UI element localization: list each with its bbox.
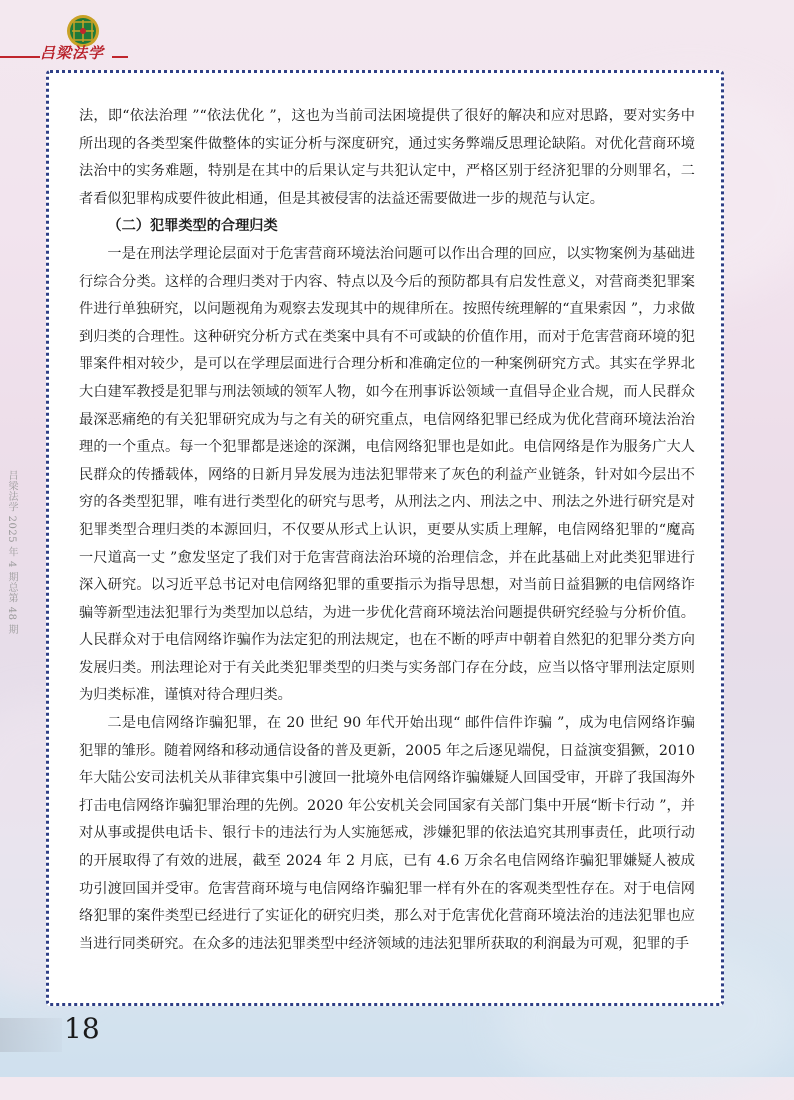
paragraph: 二是电信网络诈骗犯罪，在 20 世纪 90 年代开始出现“ 邮件信件诈骗 ”，成为电信网络诈骗犯罪的雏形。随着网络和移动通信设备的普及更新，2005 年之后逐见端倪，日益演变猖獗，2010 年大陆公安司法机关从菲律宾集中引渡回一批境外电信网络诈骗嫌疑人回国受审，开辟了我国海外打击电信网络诈骗犯罪治理的先例。2020 年公安机关会同国家有关部门集中开展“断卡行动 ”，并对从事或提供电话卡、银行卡的违法行为人实施惩戒，涉嫌犯罪的依法追究其刑事责任，此项行动的开展取得了有效的进展，截至 2024 年 2 月底，已有 4.6 万余名电信网络诈骗犯罪嫌疑人被成功引渡回国并受审。危害营商环境与电信网络诈骗犯罪一样有外在的客观类型性存在。对于电信网络犯罪的案件类型已经进行了实证化的研究归类，那么对于危害优化营商环境法治的违法犯罪也应当进行同类研究。在众多的违法犯罪类型中经济领域的违法犯罪所获取的利润最为可观，犯罪的手	[79, 715, 695, 952]
article-body	[79, 103, 695, 958]
section-heading: （二）犯罪类型的合理归类	[107, 218, 278, 235]
header-rule-right	[112, 56, 128, 58]
journal-brand: 吕梁法学	[40, 44, 105, 62]
paragraph: 法，即“依法治理 ”“依法优化 ”，这也为当前司法困境提供了很好的解决和应对思路，要对实务中所出现的各类型案件做整体的实证分析与深度研究，通过实务弊端反思理论缺陷。对优化营商环境法治中的实务难题，特别是在其中的后果认定与共犯认定中，严格区别于经济犯罪的分则罪名，二者看似犯罪构成要件彼此相通，但是其被侵害的法益还需要做进一步的规范与认定。	[79, 108, 695, 207]
paragraph: 一是在刑法学理论层面对于危害营商环境法治问题可以作出合理的回应，以实物案例为基础进行综合分类。这样的合理归类对于内容、特点以及今后的预防都具有启发性意义，对营商类犯罪案件进行单独研究，以问题视角为观察去发现其中的规律所在。按照传统理解的“直果索因 ”，力求做到归类的合理性。这种研究分析方式在类案中具有不可或缺的价值作用，而对于危害营商环境的犯罪案件相对较少，是可以在学理层面进行合理分析和准确定位的一种案例研究方式。其实在学界北大白建军教授是犯罪与刑法领域的领军人物，如今在刑事诉讼领域一直倡导企业合规，而人民群众最深恶痛绝的有关犯罪研究成为与之有关的研究重点，电信网络犯罪已经成为优化营商环境法治治理的一个重点。每一个犯罪都是迷途的深渊，电信网络犯罪也是如此。电信网络是作为服务广大人民群众的传播载体，网络的日新月异发展为违法犯罪带来了灰色的利益产业链条，针对如今层出不穷的各类型犯罪，唯有进行类型化的研究与思考，从刑法之内、刑法之中、刑法之外进行研究是对犯罪类型合理归类的本源回归，不仅要从形式上认识，更要从实质上理解，电信网络犯罪的“魔高一尺道高一丈 ”愈发坚定了我们对于危害营商法治环境的治理信念，并在此基础上对此类犯罪进行深入研究。以习近平总书记对电信网络犯罪的重要指示为指导思想，对当前日益猖獗的电信网络诈骗等新型违法犯罪行为类型加以总结，为进一步优化营商环境法治问题提供研究经验与分析价值。人民群众对于电信网络诈骗作为法定犯的刑法规定，也在不断的呼声中朝着自然犯的犯罪分类方向发展归类。刑法理论对于有关此类犯罪类型的归类与实务部门存在分歧，应当以恪守罪刑法定原则为归类标准，谨慎对待合理归类。	[79, 245, 695, 704]
page-number: 18	[64, 1012, 100, 1045]
article-frame	[46, 70, 724, 1006]
page-number-bar	[0, 1018, 62, 1052]
header-rule-left	[0, 56, 40, 58]
side-caption: 吕梁法学 2025 年 4 期总第 48 期	[6, 470, 17, 635]
